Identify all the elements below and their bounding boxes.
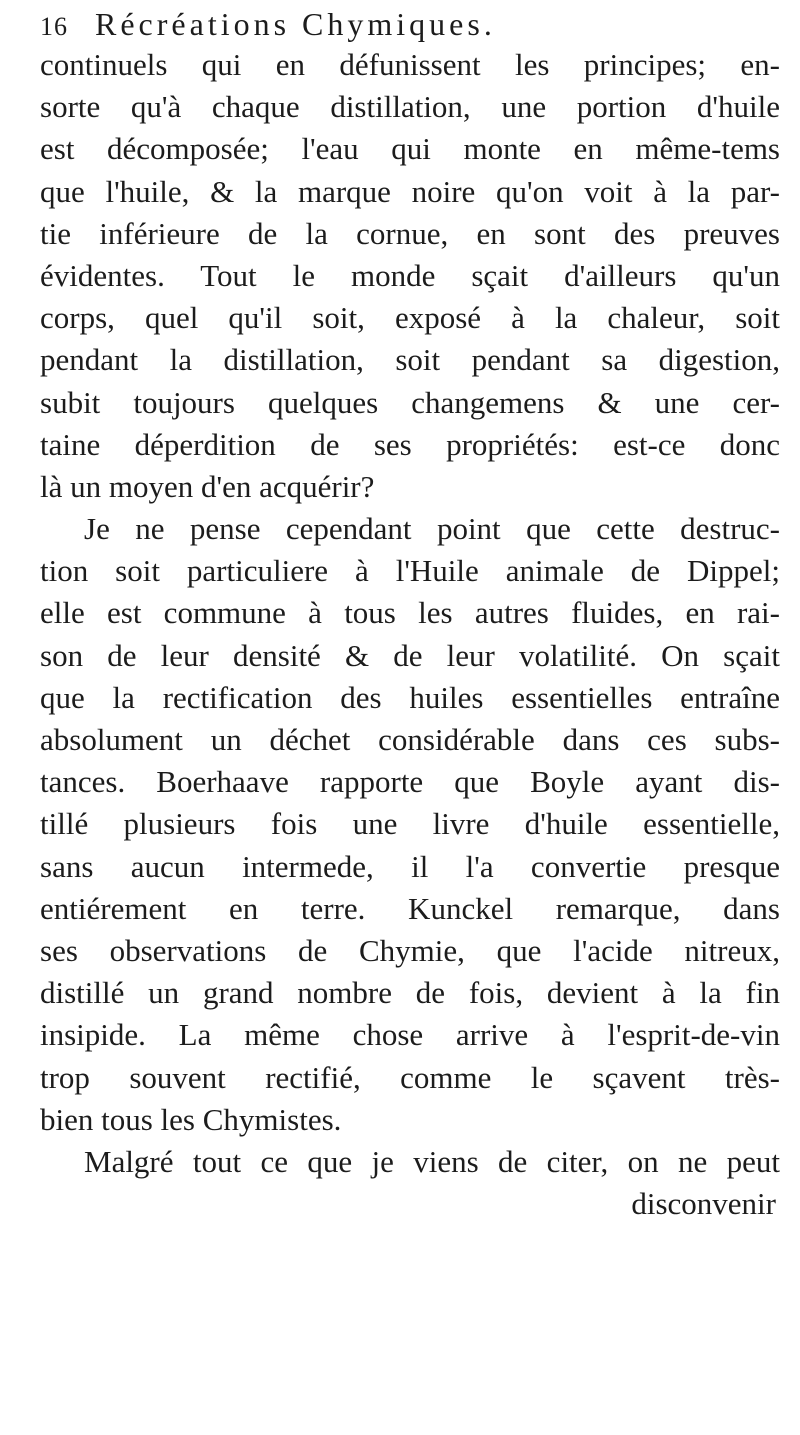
text-line: que l'huile, & la marque noire qu'on voit à la par- [40,173,780,209]
text-line: son de leur densité & de leur volatilité. On sçait [40,637,780,673]
text-line: tances. Boerhaave rapporte que Boyle ayant dis- [40,764,780,800]
body-text [40,44,780,1225]
text-line: absolument un déchet considérable dans ces subs- [40,722,780,757]
text-line: pendant la distillation, soit pendant sa digestion, [40,342,780,378]
text-line: que la rectification des huiles essentielles entraîne [40,679,780,715]
text-line: trop souvent rectifié, comme le sçavent très- [40,1059,780,1095]
catchword: disconvenir [631,1186,776,1222]
running-head [40,4,780,44]
page-number: 16 [40,12,68,41]
text-line: Je ne pense cependant point que cette destruc- [84,511,780,547]
text-line: tion soit particuliere à l'Huile animale de Dippel; [40,553,780,589]
text-line: là un moyen d'en acquérir? [40,468,375,504]
text-line: sorte qu'à chaque distillation, une portion d'huile [40,89,780,125]
text-line: corps, quel qu'il soit, exposé à la chaleur, soit [40,300,780,336]
text-line: entiérement en terre. Kunckel remarque, dans [40,890,780,926]
text-line: insipide. La même chose arrive à l'esprit-de-vin [40,1017,780,1053]
text-line: taine déperdition de ses propriétés: est-ce donc [40,426,780,462]
text-line: subit toujours quelques changemens & une cer- [40,384,780,420]
text-line: ses observations de Chymie, que l'acide nitreux, [40,932,780,968]
text-line: Malgré tout ce que je viens de citer, on ne peut [84,1143,780,1179]
text-line: sans aucun intermede, il l'a convertie presque [40,848,780,884]
text-line: distillé un grand nombre de fois, devient à la fin [40,975,780,1011]
text-line: tillé plusieurs fois une livre d'huile essentielle, [40,806,780,842]
text-line: bien tous les Chymistes. [40,1101,342,1137]
text-line: elle est commune à tous les autres fluides, en rai- [40,595,780,631]
running-title: Récréations Chymiques. [95,6,496,42]
text-line: continuels qui en défunissent les principes; en- [40,47,780,82]
text-line: tie inférieure de la cornue, en sont des preuves [40,215,780,251]
text-line: est décomposée; l'eau qui monte en même-tems [40,131,780,167]
text-line: évidentes. Tout le monde sçait d'ailleurs qu'un [40,257,780,293]
